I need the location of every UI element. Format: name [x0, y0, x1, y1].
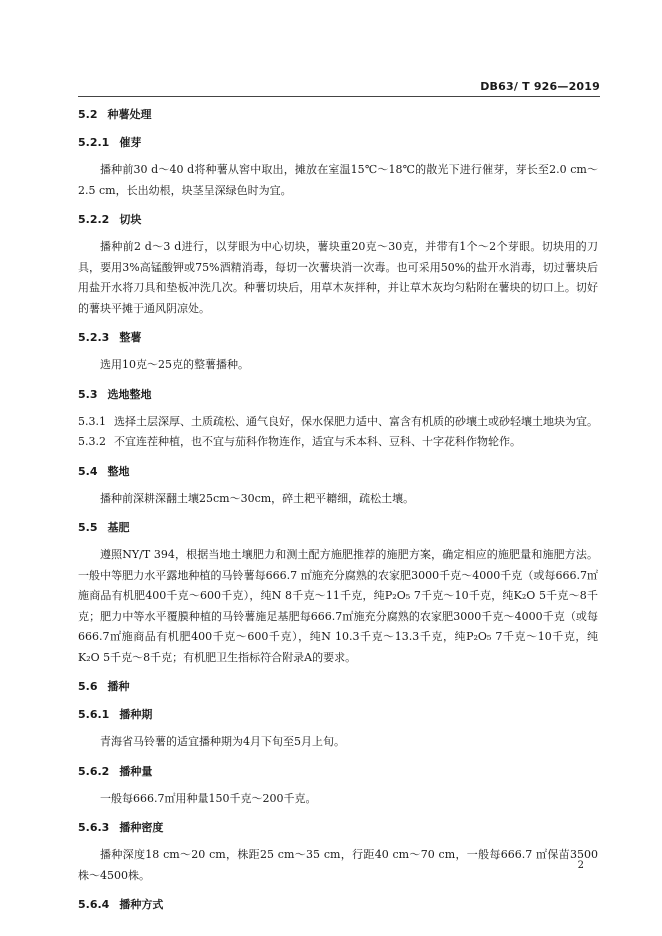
- page-number: 2: [577, 860, 584, 871]
- section-number: 5.6.3: [78, 821, 110, 834]
- section-heading: [78, 386, 598, 404]
- standard-code-header: DB63/ T 926—2019: [480, 80, 600, 93]
- section-number: 5.2.1: [78, 136, 110, 149]
- section-heading: [78, 463, 598, 481]
- numbered-clause: [78, 432, 598, 453]
- section-number: 5.2.3: [78, 331, 110, 344]
- section-heading: [78, 106, 598, 124]
- section-title: 播种量: [119, 764, 153, 778]
- section-heading: [78, 211, 598, 229]
- document-body: [78, 106, 598, 914]
- clause-number: 5.3.2: [78, 435, 106, 448]
- section-heading: [78, 329, 598, 347]
- section-title: 播种方式: [119, 898, 164, 911]
- section-title: 整地: [107, 464, 130, 478]
- section-title: 种薯处理: [107, 108, 152, 121]
- paragraph: 青海省马铃薯的适宜播种期为4月下旬至5月上旬。: [100, 735, 345, 748]
- paragraph: 播种深度18 cm～20 cm，株距25 cm～35 cm，行距40 cm～70 cm，一般每666.7 ㎡保苗3500株～4500株。: [78, 848, 598, 882]
- section-heading: [78, 896, 598, 914]
- section-heading: [78, 763, 598, 781]
- section-title: 播种期: [119, 708, 153, 721]
- section-title: 基肥: [107, 521, 130, 534]
- section-number: 5.6.1: [78, 708, 110, 721]
- section-title: 切块: [119, 213, 142, 226]
- section-number: 5.3: [78, 387, 98, 401]
- section-heading: [78, 519, 598, 537]
- section-title: 整薯: [119, 331, 142, 344]
- paragraph: 选用10克～25克的整薯播种。: [100, 358, 249, 371]
- section-heading: [78, 678, 598, 696]
- paragraph: 播种前2 d～3 d进行，以芽眼为中心切块，薯块重20克～30克，并带有1个～2个芽眼。切块用的刀具，要用3%高锰酸钾或75%酒精消毒，每切一次薯块消一次毒。也可采用50%的盐开水消毒，切过薯块后用盐开水将刀具和垫板冲洗几次。种薯切块后，用草木灰拌种，并让草木灰均匀粘附在薯块的切口上。切好的薯块平摊于通风阴凉处。: [78, 240, 598, 315]
- paragraph: 遵照NY/T 394，根据当地土壤肥力和测土配方施肥推荐的施肥方案，确定相应的施肥量和施肥方法。一般中等肥力水平露地种植的马铃薯每666.7 ㎡施充分腐熟的农家肥3000千克～4000千克（或每666.7㎡施商品有机肥400千克～600千克），纯N 8千克～11千克，纯P₂O₅ 7千克～10千克，纯K₂O 5千克～8千克；肥力中等水平覆膜种植的马铃薯施足基肥每666.7㎡施充分腐熟的农家肥3000千克～4000千克（或每666.7㎡施商品有机肥400千克～600千克），纯N 10.3千克～13.3千克，纯P₂O₅ 7千克～10千克，纯K₂O 5千克～8千克；有机肥卫生指标符合附录A的要求。: [78, 548, 598, 664]
- header-divider: [78, 96, 600, 97]
- section-title: 催芽: [119, 136, 142, 149]
- clause-number: 5.3.1: [78, 414, 106, 428]
- section-heading: [78, 819, 598, 837]
- section-number: 5.2: [78, 108, 98, 121]
- clause-text: 选择土层深厚、土质疏松、通气良好，保水保肥力适中、富含有机质的砂壤土或砂轻壤土地块为宜。: [114, 414, 598, 428]
- clause-text: 不宜连茬种植，也不宜与茄科作物连作，适宜与禾本科、豆科、十字花科作物轮作。: [114, 435, 521, 448]
- paragraph: 一般每666.7㎡用种量150千克～200千克。: [100, 791, 317, 805]
- numbered-clause: [78, 412, 598, 433]
- section-number: 5.2.2: [78, 213, 110, 226]
- section-number: 5.4: [78, 464, 98, 478]
- section-number: 5.6.4: [78, 898, 110, 911]
- paragraph: 播种前深耕深翻土壤25cm～30cm，碎土耙平耱细，疏松土壤。: [100, 491, 415, 505]
- section-number: 5.6.2: [78, 764, 110, 778]
- paragraph: 播种前30 d～40 d将种薯从窖中取出，摊放在室温15℃～18℃的散光下进行催芽，芽长至2.0 cm～2.5 cm，长出幼根，块茎呈深绿色时为宜。: [78, 163, 598, 197]
- section-heading: [78, 706, 598, 724]
- section-number: 5.6: [78, 680, 98, 693]
- section-title: 选地整地: [107, 387, 152, 401]
- section-title: 播种密度: [119, 821, 164, 834]
- section-heading: [78, 134, 598, 152]
- section-number: 5.5: [78, 521, 98, 534]
- section-title: 播种: [107, 680, 130, 693]
